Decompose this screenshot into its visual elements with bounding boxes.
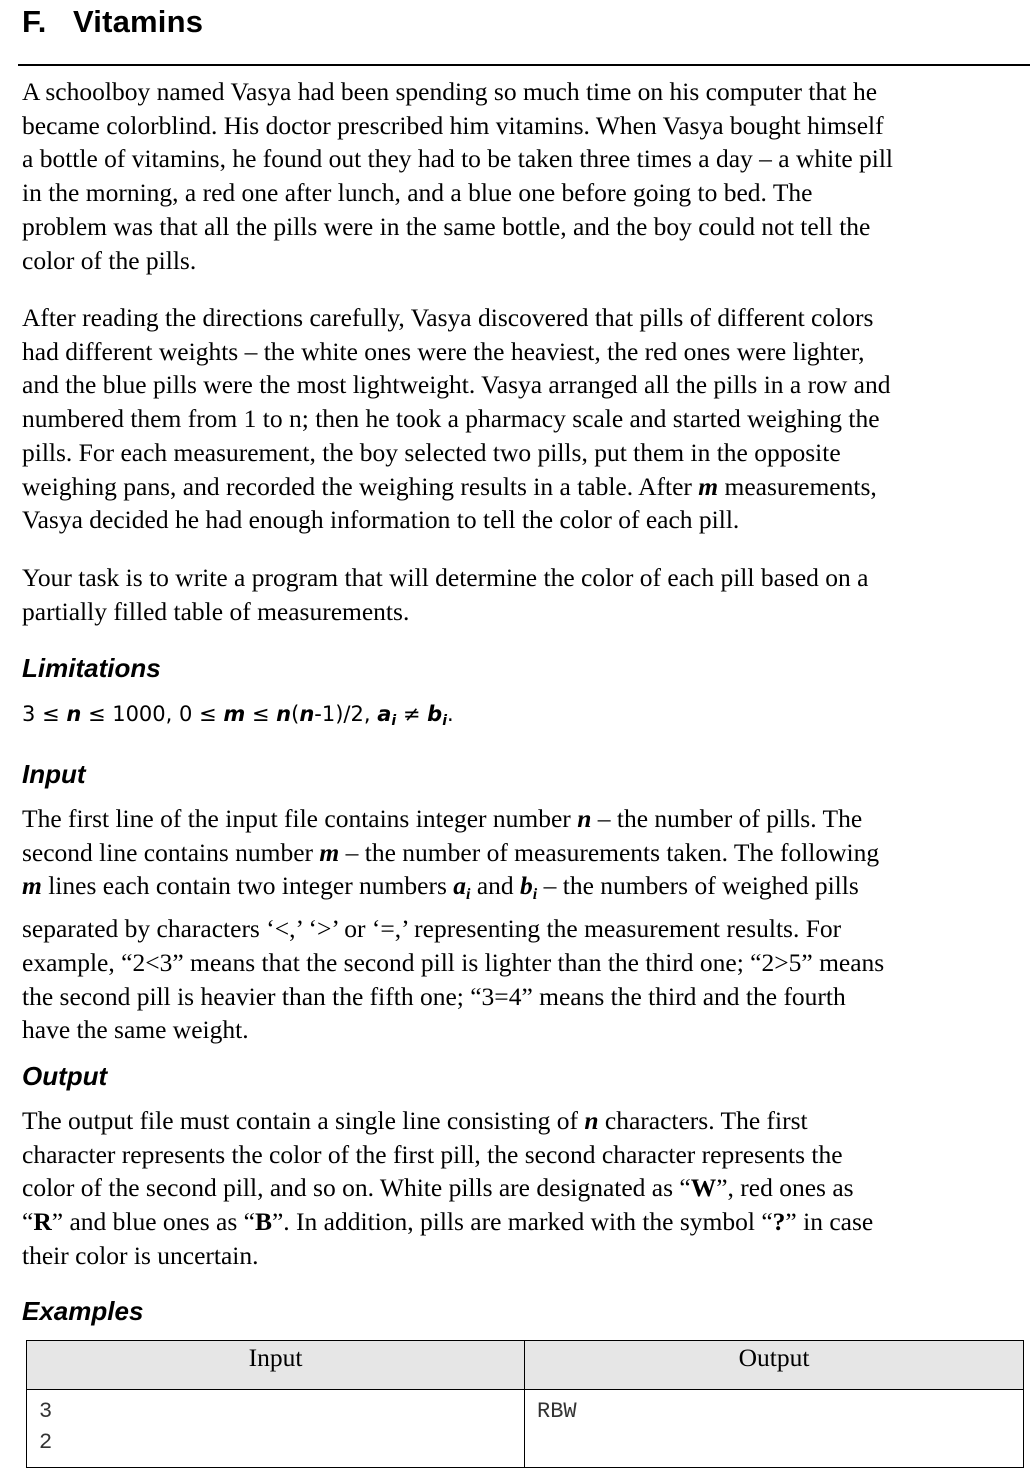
variable-n: n xyxy=(577,804,592,833)
symbol-blue: B xyxy=(254,1207,272,1237)
statement-paragraph-3 xyxy=(22,561,1022,628)
examples-table xyxy=(26,1340,1024,1468)
text-span: – the number of measurements taken. The following xyxy=(339,837,880,867)
variable-b: b xyxy=(427,702,443,726)
variable-n: n xyxy=(299,702,315,726)
text-span: ” and blue ones as “ xyxy=(51,1207,255,1237)
text-line xyxy=(22,1104,1022,1138)
text-line xyxy=(22,802,1022,836)
text-line: Your task is to write a program that will determine the color of each pill based on a xyxy=(22,563,869,592)
variable-m: m xyxy=(698,471,719,501)
variable-a: a xyxy=(377,702,392,726)
example-input-cell xyxy=(27,1390,525,1468)
table-header-row xyxy=(27,1341,1024,1390)
text-line: separated by characters ‘<,’ ‘>’ or ‘=,’ representing the measurement results. For xyxy=(22,914,842,944)
text-span: The first line of the input file contains integer number xyxy=(22,804,578,833)
text-line: After reading the directions carefully, Vasya discovered that pills of different colors xyxy=(22,303,874,332)
text-line: their color is uncertain. xyxy=(22,1240,259,1270)
symbol-uncertain: ? xyxy=(772,1207,786,1237)
text-line xyxy=(22,1205,1022,1239)
text-line: the second pill is heavier than the fifth one; “3=4” means the third and the fourth xyxy=(22,981,846,1011)
limitations-heading: Limitations xyxy=(22,653,161,683)
text-line: a bottle of vitamins, he found out they had to be taken three times a day – a white pill xyxy=(22,144,894,174)
example-output-line: RBW xyxy=(537,1399,577,1424)
symbol-white: W xyxy=(690,1173,717,1203)
text-span: weighing pans, and recorded the weighing results in a table. xyxy=(22,471,634,501)
text-span: “ xyxy=(22,1207,34,1237)
text-line xyxy=(22,1171,1022,1205)
example-input-line: 2 xyxy=(39,1430,53,1455)
text-line: problem was that all the pills were in the same bottle, and the boy could not tell the xyxy=(22,211,871,241)
text-span: ( xyxy=(291,702,300,726)
variable-m: m xyxy=(319,837,340,867)
variable-n: n xyxy=(584,1106,599,1135)
text-span: color of the second pill, and so on. White pills are designated as “ xyxy=(22,1173,691,1203)
input-description xyxy=(22,802,1022,1047)
statement-paragraph-2 xyxy=(22,301,1022,537)
example-output-cell xyxy=(525,1390,1024,1468)
limitations-text xyxy=(22,702,454,729)
text-line: character represents the color of the first pill, the second character represents the xyxy=(22,1139,843,1169)
text-line: A schoolboy named Vasya had been spending so much time on his computer that he xyxy=(22,77,878,106)
output-description xyxy=(22,1104,1022,1273)
subscript-i: i xyxy=(442,713,447,729)
text-span: ≤ xyxy=(245,702,277,726)
text-span: second line contains number xyxy=(22,837,320,867)
statement-paragraph-1 xyxy=(22,75,1022,277)
variable-n: n xyxy=(276,702,292,726)
text-span: ≠ xyxy=(396,702,428,726)
text-line xyxy=(22,836,1022,870)
subscript-i: i xyxy=(391,713,397,729)
text-line: in the morning, a red one after lunch, and a blue one before going to bed. The xyxy=(22,178,813,208)
input-heading: Input xyxy=(22,759,86,789)
problem-title: F. Vitamins xyxy=(22,4,204,39)
variable-m: m xyxy=(22,871,42,901)
variable-m: m xyxy=(223,702,246,726)
text-span: 3 ≤ xyxy=(22,702,67,726)
text-span: After xyxy=(633,471,699,501)
subscript-i: i xyxy=(466,886,471,904)
example-input-line: 3 xyxy=(39,1399,53,1424)
text-line: numbered them from 1 to n; then he took a pharmacy scale and started weighing the xyxy=(22,404,880,434)
subscript-i: i xyxy=(532,886,538,904)
text-line: example, “2<3” means that the second pill is lighter than the third one; “2>5” means xyxy=(22,947,885,977)
text-span: ”. In addition, pills are marked with the symbol “ xyxy=(271,1207,773,1237)
table-row xyxy=(27,1390,1024,1468)
text-span: -1)/2, xyxy=(314,702,378,726)
text-span: . xyxy=(447,702,454,726)
column-header-input: Input xyxy=(27,1341,525,1390)
symbol-red: R xyxy=(33,1207,52,1237)
text-line: and the blue pills were the most lightweight. Vasya arranged all the pills in a row and xyxy=(22,370,891,400)
text-line: pills. For each measurement, the boy selected two pills, put them in the opposite xyxy=(22,437,841,467)
text-span: ”, red ones as xyxy=(716,1173,854,1203)
text-span: characters. The first xyxy=(598,1106,808,1135)
text-line: color of the pills. xyxy=(22,245,197,275)
text-span: lines each contain two integer numbers xyxy=(41,871,454,901)
text-line xyxy=(22,470,1022,504)
variable-a: a xyxy=(453,871,467,901)
variable-b: b xyxy=(520,871,533,901)
text-line: partially filled table of measurements. xyxy=(22,596,410,626)
column-header-output: Output xyxy=(525,1341,1024,1390)
text-span: measurements, xyxy=(718,471,877,501)
output-heading: Output xyxy=(22,1061,108,1091)
text-line: Vasya decided he had enough information to tell the color of each pill. xyxy=(22,505,740,535)
text-span: The output file must contain a single line consisting of xyxy=(22,1106,585,1135)
text-line: have the same weight. xyxy=(22,1015,249,1045)
text-line xyxy=(22,869,1022,912)
text-span: and xyxy=(470,871,521,901)
examples-heading: Examples xyxy=(22,1296,144,1326)
text-span: – the number of pills. The xyxy=(591,804,863,833)
text-span: – the numbers of weighed pills xyxy=(537,871,859,901)
text-span: ≤ 1000, 0 ≤ xyxy=(81,702,224,726)
text-line: became colorblind. His doctor prescribed him vitamins. When Vasya bought himself xyxy=(22,110,884,140)
variable-n: n xyxy=(66,702,82,726)
text-span: ” in case xyxy=(785,1207,874,1237)
text-line: had different weights – the white ones were the heaviest, the red ones were lighter, xyxy=(22,336,865,366)
title-divider xyxy=(18,64,1030,66)
